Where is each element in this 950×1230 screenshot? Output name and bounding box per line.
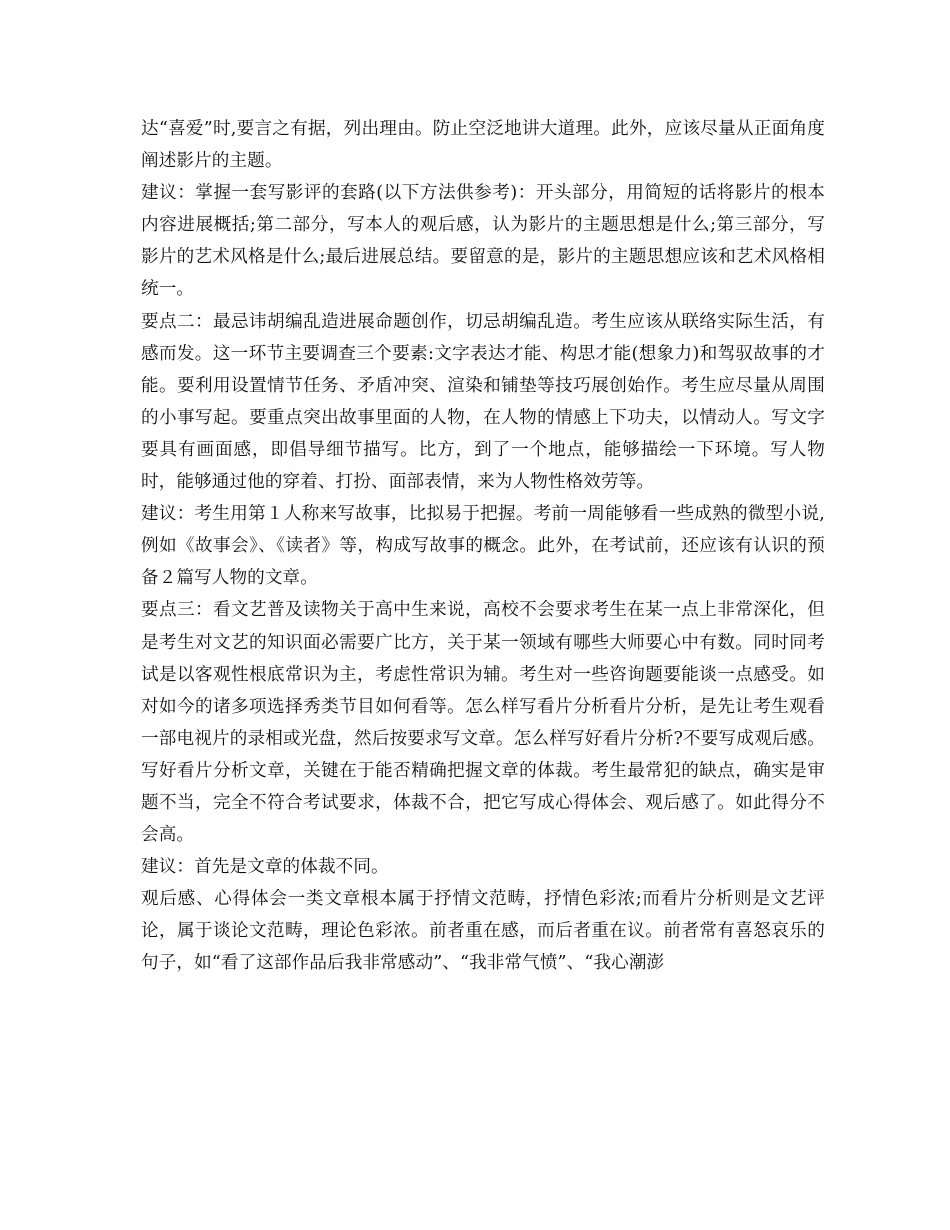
document-page — [141, 113, 825, 980]
paragraph-1: 达“喜爱”时,要言之有据，列出理由。防止空泛地讲大道理。此外，应该尽量从正面角度阐述影片的主题。 — [141, 119, 825, 172]
paragraph-2: 建议：掌握一套写影评的套路(以下方法供参考)：开头部分，用简短的话将影片的根本内容进展概括;第二部分，写本人的观后感，认为影片的主题思想是什么;第三部分，写影片的艺术风格是什么;最后进展总结。要留意的是，影片的主题思想应该和艺术风格相统一。 — [141, 183, 825, 300]
paragraph-6: 建议：首先是文章的体裁不同。 — [141, 857, 389, 878]
paragraph-5: 要点三：看文艺普及读物关于高中生来说，高校不会要求考生在某一点上非常深化，但是考生对文艺的知识面必需要广比方，关于某一领域有哪些大师要心中有数。同时同考试是以客观性根底常识为主，考虑性常识为辅。考生对一些咨询题要能谈一点感受。如对如今的诸多项选择秀类节目如何看等。怎么样写看片分析看片分析，是先让考生观看一部电视片的录相或光盘，然后按要求写文章。怎么样写好看片分析?不要写成观后感。写好看片分析文章，关键在于能否精确把握文章的体裁。考生最常犯的缺点，确实是审题不当，完全不符合考试要求，体裁不合，把它写成心得体会、观后感了。如此得分不会高。 — [141, 600, 825, 846]
paragraph-7: 观后感、心得体会一类文章根本属于抒情文范畴，抒情色彩浓;而看片分析则是文艺评论，属于谈论文范畴，理论色彩浓。前者重在感，而后者重在议。前者常有喜怒哀乐的句子，如“看了这部作品后我非常感动”、“我非常气愤”、“我心潮澎 — [141, 889, 825, 974]
paragraph-4: 建议：考生用第１人称来写故事，比拟易于把握。考前一周能够看一些成熟的微型小说,例如《故事会》、《读者》等，构成写故事的概念。此外，在考试前，还应该有认识的预备２篇写人物的文章。 — [141, 504, 825, 589]
paragraph-3: 要点二：最忌讳胡编乱造进展命题创作，切忌胡编乱造。考生应该从联络实际生活，有感而发。这一环节主要调查三个要素:文字表达才能、构思才能(想象力)和驾驭故事的才能。要利用设置情节任务、矛盾冲突、渲染和铺垫等技巧展创始作。考生应尽量从周围的小事写起。要重点突出故事里面的人物，在人物的情感上下功夫，以情动人。写文字要具有画面感，即倡导细节描写。比方，到了一个地点，能够描绘一下环境。写人物时，能够通过他的穿着、打扮、面部表情，来为人物性格效劳等。 — [141, 311, 825, 493]
